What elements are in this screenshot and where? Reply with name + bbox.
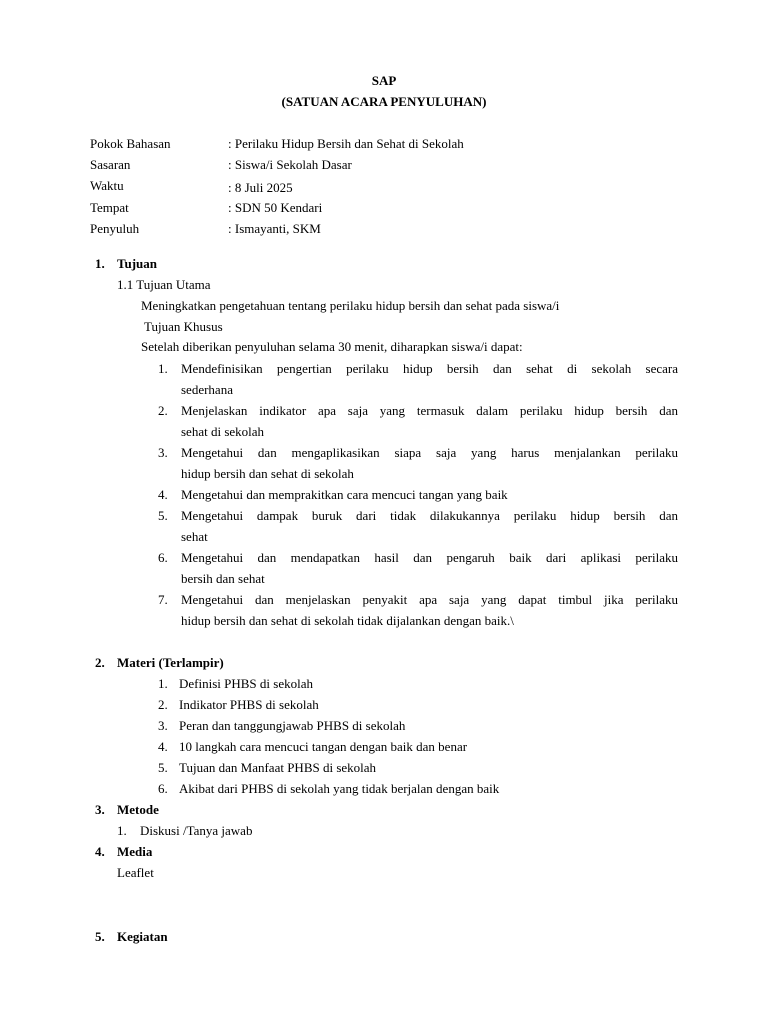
section-heading-tujuan: Tujuan bbox=[117, 256, 157, 271]
specific-goal-intro: Setelah diberikan penyuluhan selama 30 menit, diharapkan siswa/i dapat: bbox=[141, 339, 523, 354]
list-item-number: 6. bbox=[158, 550, 168, 565]
section-heading-materi: Materi (Terlampir) bbox=[117, 655, 224, 670]
document-subtitle: (SATUAN ACARA PENYULUHAN) bbox=[281, 94, 487, 109]
section-heading-media: Media bbox=[117, 844, 153, 859]
list-item-number: 5. bbox=[158, 508, 168, 523]
main-goal-text: Meningkatkan pengetahuan tentang perilaku hidup bersih dan sehat pada siswa/i bbox=[141, 298, 560, 313]
list-item-continued: sehat bbox=[181, 529, 208, 544]
info-value-target: : Siswa/i Sekolah Dasar bbox=[228, 157, 352, 172]
section-number-tujuan: 1. bbox=[95, 256, 105, 271]
list-item-number: 4. bbox=[158, 487, 168, 502]
specific-goal-heading: Tujuan Khusus bbox=[144, 319, 223, 334]
info-value-place: : SDN 50 Kendari bbox=[228, 200, 323, 215]
list-item-number: 5. bbox=[158, 760, 168, 775]
list-item-continued: sederhana bbox=[181, 382, 233, 397]
info-label-target: Sasaran bbox=[90, 157, 131, 172]
list-item: Tujuan dan Manfaat PHBS di sekolah bbox=[179, 760, 377, 775]
list-item-number: 3. bbox=[158, 445, 168, 460]
list-item-number: 2. bbox=[158, 697, 168, 712]
info-label-time: Waktu bbox=[90, 178, 124, 193]
list-item-number: 2. bbox=[158, 403, 168, 418]
info-label-place: Tempat bbox=[90, 200, 129, 215]
list-item: Akibat dari PHBS di sekolah yang tidak berjalan dengan baik bbox=[179, 781, 500, 796]
section-number-kegiatan: 5. bbox=[95, 929, 105, 944]
list-item: Mengetahui dan mendapatkan hasil dan pengaruh baik dari aplikasi perilaku bbox=[181, 550, 678, 565]
list-item-number: 1. bbox=[158, 676, 168, 691]
list-item-continued: hidup bersih dan sehat di sekolah tidak dijalankan dengan baik.\ bbox=[181, 613, 514, 628]
section-number-materi: 2. bbox=[95, 655, 105, 670]
list-item: Peran dan tanggungjawab PHBS di sekolah bbox=[179, 718, 406, 733]
list-item: Mengetahui dampak buruk dari tidak dilakukannya perilaku hidup bersih dan bbox=[181, 508, 678, 523]
list-item-number: 3. bbox=[158, 718, 168, 733]
info-label-speaker: Penyuluh bbox=[90, 221, 140, 236]
info-value-topic: : Perilaku Hidup Bersih dan Sehat di Sekolah bbox=[228, 136, 464, 151]
section-number-metode: 3. bbox=[95, 802, 105, 817]
list-item-continued: bersih dan sehat bbox=[181, 571, 265, 586]
info-value-speaker: : Ismayanti, SKM bbox=[228, 221, 321, 236]
list-item: 10 langkah cara mencuci tangan dengan baik dan benar bbox=[179, 739, 468, 754]
info-label-topic: Pokok Bahasan bbox=[90, 136, 171, 151]
list-item-continued: hidup bersih dan sehat di sekolah bbox=[181, 466, 354, 481]
list-item: Diskusi /Tanya jawab bbox=[140, 823, 253, 838]
info-value-time: : 8 Juli 2025 bbox=[228, 180, 293, 195]
list-item-number: 4. bbox=[158, 739, 168, 754]
subsection-heading-main-goal: 1.1 Tujuan Utama bbox=[117, 277, 211, 292]
list-item-number: 1. bbox=[158, 361, 168, 376]
list-item: Mengetahui dan memprakitkan cara mencuci tangan yang baik bbox=[181, 487, 508, 502]
list-item-continued: sehat di sekolah bbox=[181, 424, 265, 439]
section-heading-kegiatan: Kegiatan bbox=[117, 929, 168, 944]
section-heading-metode: Metode bbox=[117, 802, 159, 817]
list-item: Mengetahui dan mengaplikasikan siapa saja yang harus menjalankan perilaku bbox=[181, 445, 678, 460]
media-text: Leaflet bbox=[117, 865, 154, 880]
list-item-number: 1. bbox=[117, 823, 127, 838]
document-title: SAP bbox=[371, 73, 397, 88]
list-item: Mendefinisikan pengertian perilaku hidup bersih dan sehat di sekolah secara bbox=[181, 361, 678, 376]
section-number-media: 4. bbox=[95, 844, 105, 859]
list-item: Menjelaskan indikator apa saja yang termasuk dalam perilaku hidup bersih dan bbox=[181, 403, 678, 418]
list-item: Indikator PHBS di sekolah bbox=[179, 697, 319, 712]
list-item-number: 6. bbox=[158, 781, 168, 796]
list-item-number: 7. bbox=[158, 592, 168, 607]
list-item: Definisi PHBS di sekolah bbox=[179, 676, 313, 691]
list-item: Mengetahui dan menjelaskan penyakit apa saja yang dapat timbul jika perilaku bbox=[181, 592, 678, 607]
